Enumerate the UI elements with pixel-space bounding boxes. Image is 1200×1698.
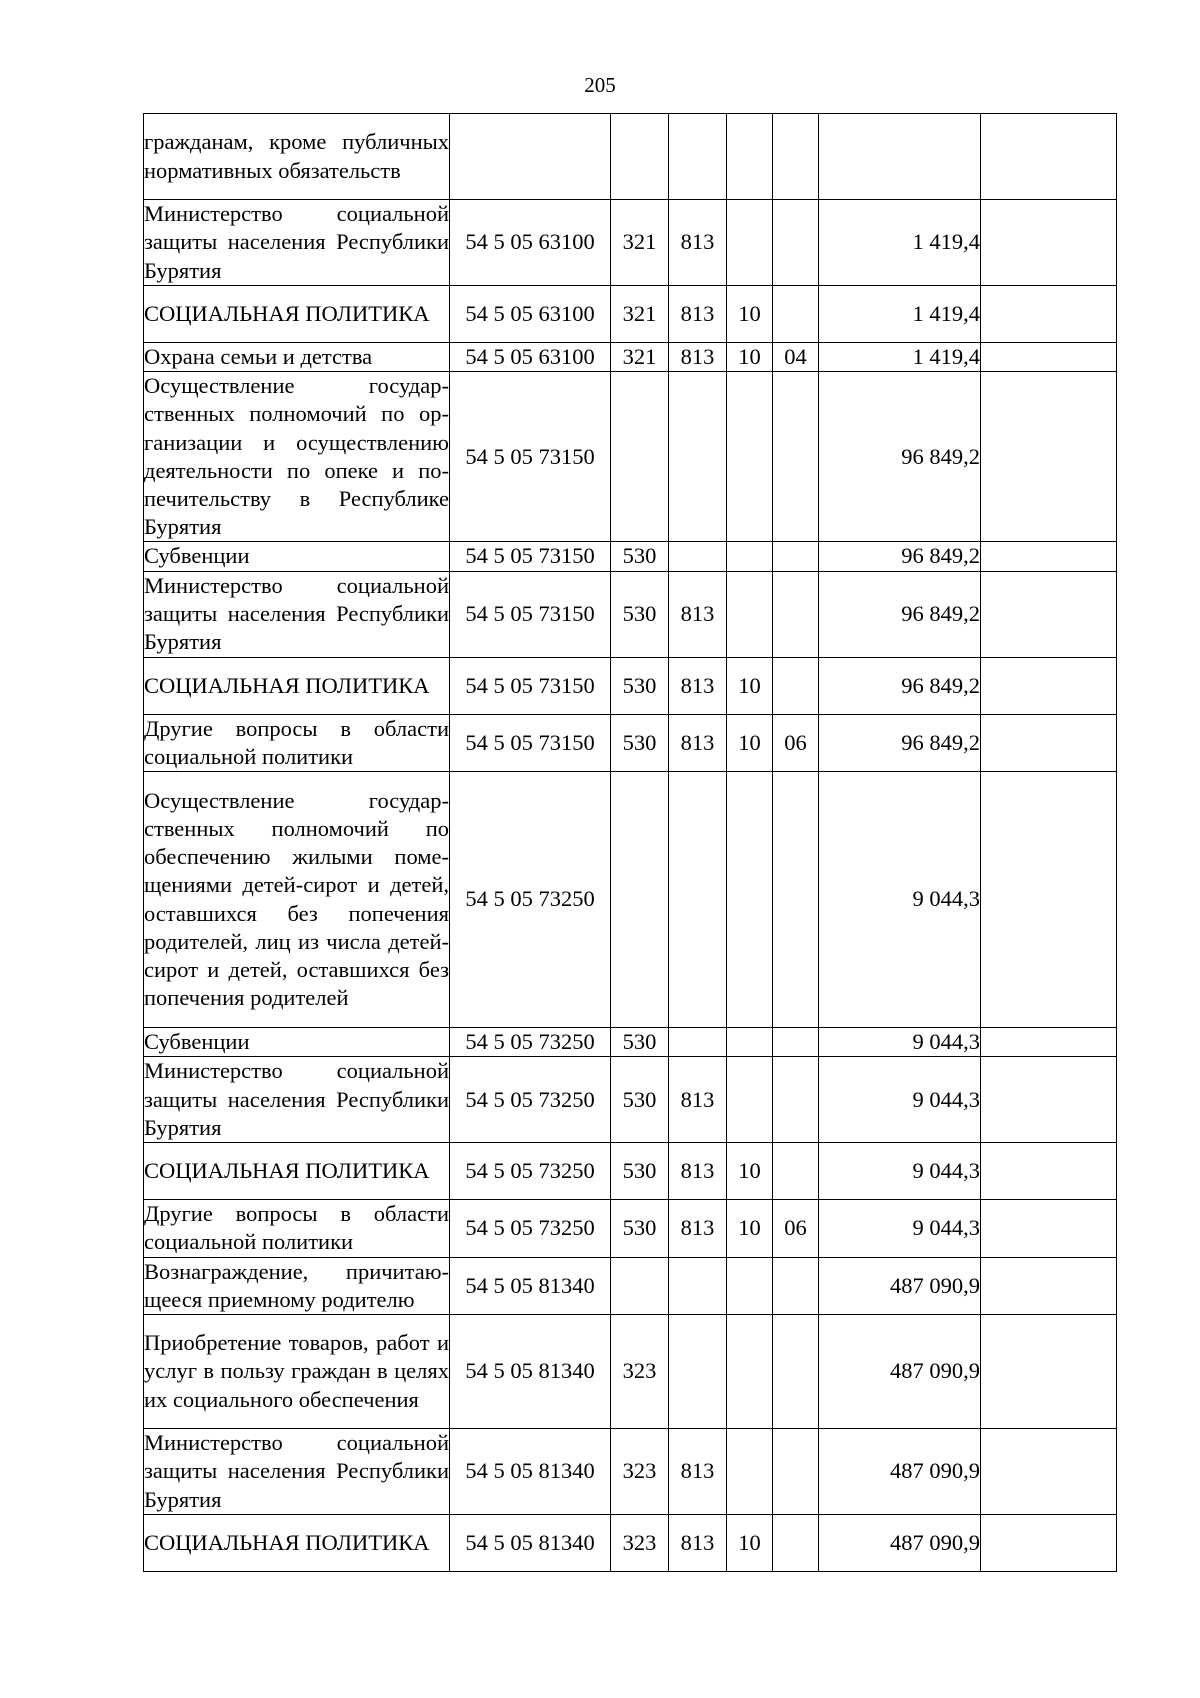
row-expense-type-code: 530 <box>611 542 669 571</box>
row-subsection-code <box>773 657 819 714</box>
row-section-code <box>727 1028 773 1057</box>
row-section-code <box>727 1429 773 1515</box>
row-section-code <box>727 571 773 657</box>
row-ministry-code <box>669 1315 727 1429</box>
row-name: Приобретение товаров, работ и услуг в пользу граждан в целях их социального обеспечения <box>144 1315 450 1429</box>
row-blank-cell <box>981 114 1117 200</box>
row-section-code <box>727 772 773 1028</box>
table-row <box>144 1257 1117 1314</box>
table-row <box>144 286 1117 343</box>
row-name: Охрана семьи и детства <box>144 343 450 372</box>
row-target-article-code: 54 5 05 73250 <box>450 1057 611 1143</box>
row-section-code <box>727 1257 773 1314</box>
row-ministry-code: 813 <box>669 571 727 657</box>
row-target-article-code: 54 5 05 73150 <box>450 571 611 657</box>
row-name: Вознаграждение, причитающееся приемному родителю <box>144 1257 450 1314</box>
row-expense-type-code: 530 <box>611 1200 669 1257</box>
row-expense-type-code: 530 <box>611 1143 669 1200</box>
row-amount: 96 849,2 <box>819 714 981 771</box>
row-blank-cell <box>981 372 1117 542</box>
row-section-code <box>727 1057 773 1143</box>
row-target-article-code: 54 5 05 81340 <box>450 1429 611 1515</box>
row-ministry-code: 813 <box>669 1515 727 1572</box>
row-target-article-code: 54 5 05 63100 <box>450 343 611 372</box>
table-row <box>144 571 1117 657</box>
row-ministry-code: 813 <box>669 286 727 343</box>
row-amount: 1 419,4 <box>819 200 981 286</box>
row-section-code: 10 <box>727 1200 773 1257</box>
table-row <box>144 1429 1117 1515</box>
row-subsection-code <box>773 200 819 286</box>
row-name: Осуществление государственных полномочий по организации и осуществлению деятельности по опеке и попечительству в Республике Бурятия <box>144 372 450 542</box>
row-target-article-code: 54 5 05 73250 <box>450 1143 611 1200</box>
row-ministry-code <box>669 542 727 571</box>
row-blank-cell <box>981 1429 1117 1515</box>
row-expense-type-code: 323 <box>611 1429 669 1515</box>
row-subsection-code <box>773 114 819 200</box>
row-amount: 96 849,2 <box>819 571 981 657</box>
row-name: гражданам, кроме публичных нормативных обязательств <box>144 114 450 200</box>
table-row <box>144 1143 1117 1200</box>
table-row <box>144 1028 1117 1057</box>
row-section-code <box>727 200 773 286</box>
table-row <box>144 657 1117 714</box>
row-amount: 487 090,9 <box>819 1429 981 1515</box>
row-expense-type-code: 530 <box>611 714 669 771</box>
table-row <box>144 1315 1117 1429</box>
row-section-code: 10 <box>727 657 773 714</box>
row-blank-cell <box>981 1515 1117 1572</box>
row-subsection-code <box>773 1515 819 1572</box>
row-blank-cell <box>981 542 1117 571</box>
row-expense-type-code: 530 <box>611 571 669 657</box>
row-ministry-code: 813 <box>669 714 727 771</box>
table-row <box>144 343 1117 372</box>
table-row <box>144 1057 1117 1143</box>
row-name: Другие вопросы в области социальной политики <box>144 714 450 771</box>
row-blank-cell <box>981 200 1117 286</box>
row-subsection-code <box>773 542 819 571</box>
table-row <box>144 1200 1117 1257</box>
row-subsection-code <box>773 372 819 542</box>
row-target-article-code: 54 5 05 73150 <box>450 372 611 542</box>
row-expense-type-code: 530 <box>611 657 669 714</box>
row-amount: 96 849,2 <box>819 542 981 571</box>
row-blank-cell <box>981 1315 1117 1429</box>
row-section-code <box>727 372 773 542</box>
row-section-code <box>727 114 773 200</box>
row-blank-cell <box>981 286 1117 343</box>
row-section-code <box>727 1315 773 1429</box>
row-name: Субвенции <box>144 1028 450 1057</box>
row-blank-cell <box>981 1143 1117 1200</box>
row-section-code: 10 <box>727 286 773 343</box>
row-ministry-code: 813 <box>669 1429 727 1515</box>
row-name: СОЦИАЛЬНАЯ ПОЛИТИКА <box>144 1515 450 1572</box>
row-target-article-code: 54 5 05 73150 <box>450 657 611 714</box>
row-expense-type-code: 321 <box>611 343 669 372</box>
row-subsection-code <box>773 772 819 1028</box>
row-blank-cell <box>981 772 1117 1028</box>
row-ministry-code: 813 <box>669 1200 727 1257</box>
row-expense-type-code <box>611 1257 669 1314</box>
row-amount <box>819 114 981 200</box>
row-name: СОЦИАЛЬНАЯ ПОЛИТИКА <box>144 657 450 714</box>
row-target-article-code: 54 5 05 81340 <box>450 1515 611 1572</box>
row-blank-cell <box>981 1200 1117 1257</box>
row-ministry-code: 813 <box>669 343 727 372</box>
row-section-code: 10 <box>727 1515 773 1572</box>
table-row <box>144 114 1117 200</box>
table-row <box>144 542 1117 571</box>
row-ministry-code: 813 <box>669 657 727 714</box>
row-subsection-code: 06 <box>773 1200 819 1257</box>
row-ministry-code <box>669 372 727 542</box>
row-subsection-code: 06 <box>773 714 819 771</box>
row-expense-type-code: 321 <box>611 286 669 343</box>
table-row <box>144 714 1117 771</box>
row-name: Министерство социальной защиты населения Республики Бурятия <box>144 571 450 657</box>
row-name: СОЦИАЛЬНАЯ ПОЛИТИКА <box>144 286 450 343</box>
row-blank-cell <box>981 1257 1117 1314</box>
row-subsection-code <box>773 1143 819 1200</box>
row-expense-type-code <box>611 114 669 200</box>
row-target-article-code: 54 5 05 73250 <box>450 1028 611 1057</box>
table-row <box>144 200 1117 286</box>
row-amount: 96 849,2 <box>819 657 981 714</box>
row-blank-cell <box>981 571 1117 657</box>
row-section-code: 10 <box>727 1143 773 1200</box>
row-expense-type-code: 323 <box>611 1515 669 1572</box>
row-section-code <box>727 542 773 571</box>
row-amount: 487 090,9 <box>819 1257 981 1314</box>
row-amount: 9 044,3 <box>819 1200 981 1257</box>
row-amount: 9 044,3 <box>819 1028 981 1057</box>
row-subsection-code <box>773 1429 819 1515</box>
page-number: 205 <box>584 73 616 97</box>
table-row <box>144 1515 1117 1572</box>
row-blank-cell <box>981 1057 1117 1143</box>
row-ministry-code <box>669 772 727 1028</box>
row-subsection-code <box>773 1315 819 1429</box>
row-ministry-code <box>669 1257 727 1314</box>
row-ministry-code <box>669 1028 727 1057</box>
row-amount: 96 849,2 <box>819 372 981 542</box>
table-body <box>144 114 1117 1572</box>
row-subsection-code <box>773 1028 819 1057</box>
row-subsection-code <box>773 286 819 343</box>
row-target-article-code <box>450 114 611 200</box>
row-subsection-code <box>773 1257 819 1314</box>
row-ministry-code <box>669 114 727 200</box>
row-amount: 487 090,9 <box>819 1315 981 1429</box>
table-row <box>144 372 1117 542</box>
row-amount: 1 419,4 <box>819 343 981 372</box>
row-subsection-code: 04 <box>773 343 819 372</box>
row-target-article-code: 54 5 05 81340 <box>450 1315 611 1429</box>
row-target-article-code: 54 5 05 73150 <box>450 714 611 771</box>
row-section-code: 10 <box>727 714 773 771</box>
row-name: Субвенции <box>144 542 450 571</box>
row-amount: 9 044,3 <box>819 772 981 1028</box>
row-subsection-code <box>773 571 819 657</box>
row-name: Осуществление государственных полномочий по обеспечению жилыми помещениями детей-сирот и детей, оставшихся без попечения родителей, лиц из числа детей-сирот и детей, оставшихся без попечения родителей <box>144 772 450 1028</box>
row-ministry-code: 813 <box>669 1057 727 1143</box>
budget-table <box>143 113 1117 1572</box>
row-target-article-code: 54 5 05 73250 <box>450 1200 611 1257</box>
row-target-article-code: 54 5 05 73250 <box>450 772 611 1028</box>
row-expense-type-code: 321 <box>611 200 669 286</box>
row-expense-type-code: 323 <box>611 1315 669 1429</box>
row-expense-type-code <box>611 372 669 542</box>
row-subsection-code <box>773 1057 819 1143</box>
row-name: Министерство социальной защиты населения Республики Бурятия <box>144 1057 450 1143</box>
row-name: Министерство социальной защиты населения Республики Бурятия <box>144 1429 450 1515</box>
row-amount: 9 044,3 <box>819 1057 981 1143</box>
row-amount: 1 419,4 <box>819 286 981 343</box>
row-blank-cell <box>981 1028 1117 1057</box>
row-name: Другие вопросы в области социальной политики <box>144 1200 450 1257</box>
row-target-article-code: 54 5 05 63100 <box>450 286 611 343</box>
row-name: Министерство социальной защиты населения Республики Бурятия <box>144 200 450 286</box>
row-expense-type-code: 530 <box>611 1028 669 1057</box>
row-blank-cell <box>981 343 1117 372</box>
row-amount: 9 044,3 <box>819 1143 981 1200</box>
row-blank-cell <box>981 657 1117 714</box>
row-name: СОЦИАЛЬНАЯ ПОЛИТИКА <box>144 1143 450 1200</box>
table-row <box>144 772 1117 1028</box>
row-amount: 487 090,9 <box>819 1515 981 1572</box>
row-ministry-code: 813 <box>669 200 727 286</box>
row-expense-type-code <box>611 772 669 1028</box>
row-blank-cell <box>981 714 1117 771</box>
row-expense-type-code: 530 <box>611 1057 669 1143</box>
row-target-article-code: 54 5 05 81340 <box>450 1257 611 1314</box>
row-target-article-code: 54 5 05 73150 <box>450 542 611 571</box>
row-ministry-code: 813 <box>669 1143 727 1200</box>
row-section-code: 10 <box>727 343 773 372</box>
row-target-article-code: 54 5 05 63100 <box>450 200 611 286</box>
